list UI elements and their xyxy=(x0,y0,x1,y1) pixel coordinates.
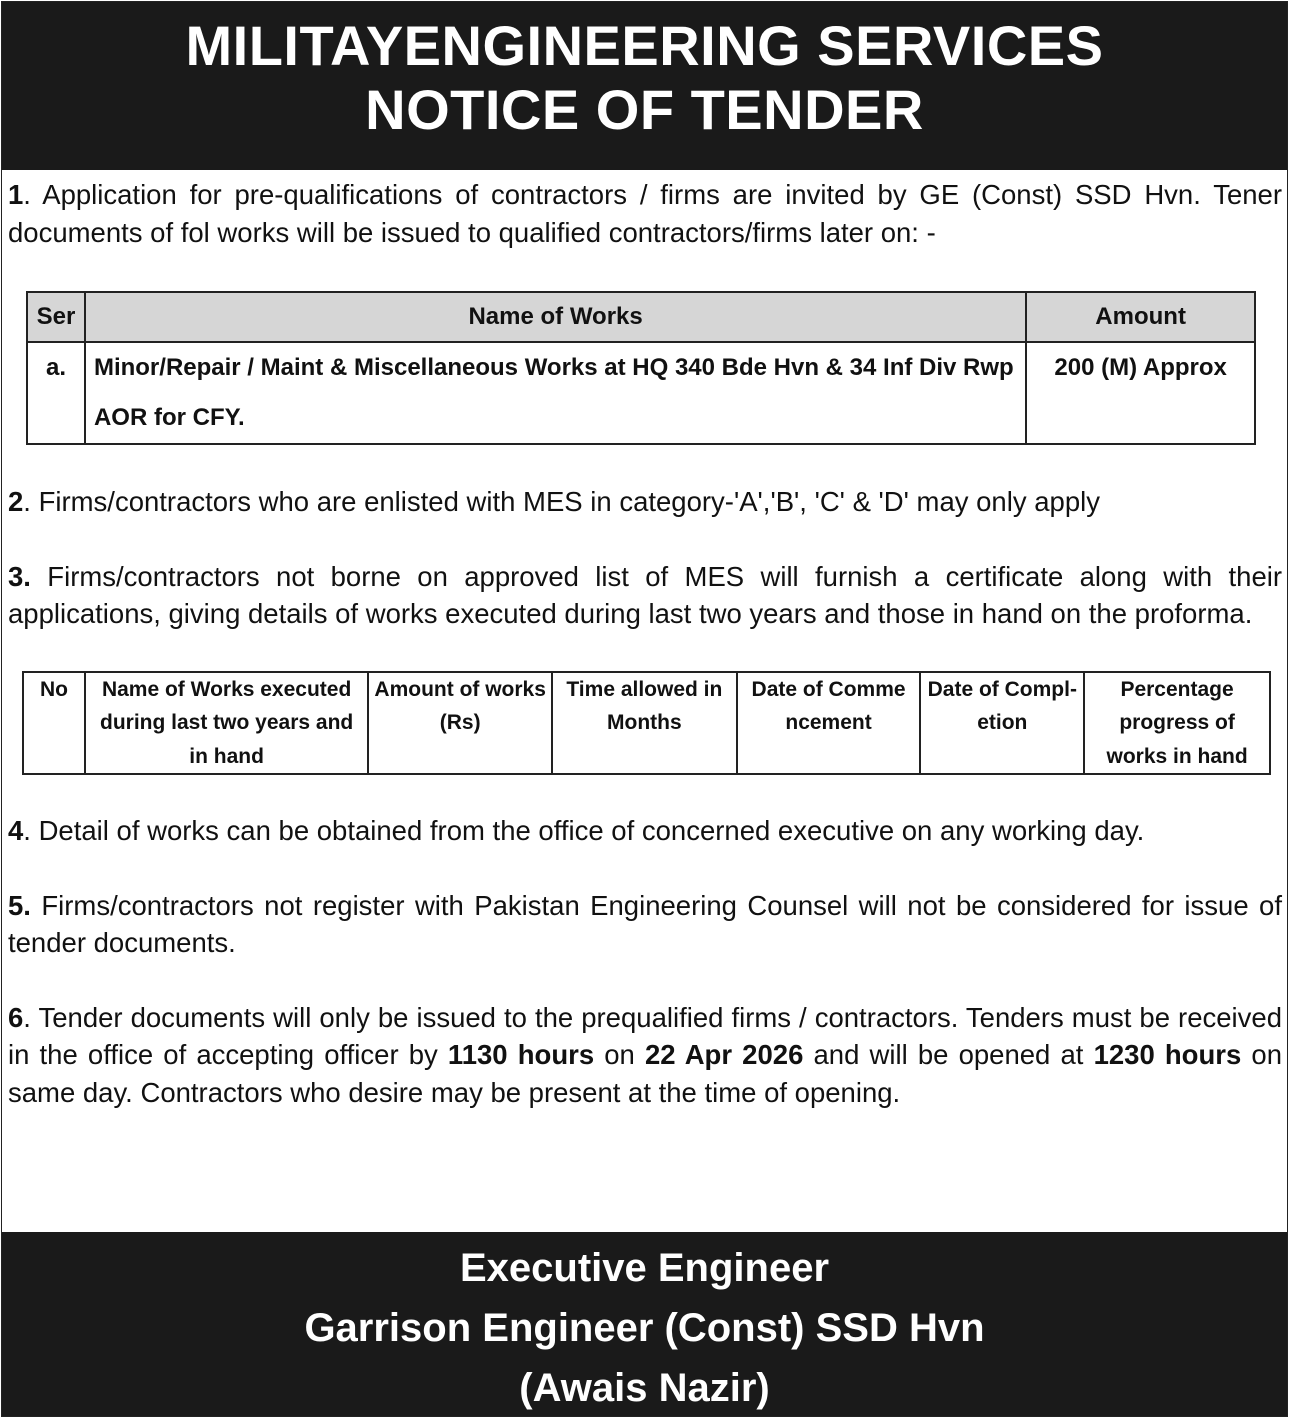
paragraph-6-text-a: . Tender documents will only be issued to the prequalified firms / contractors. Tenders must be received in the office of accepting officer by xyxy=(8,1001,1282,1070)
notice-footer xyxy=(2,1232,1287,1416)
paragraph-3-text: Firms/contractors not borne on approved list of MES will furnish a certificate along with their applications, giving details of works executed during last two years and those in hand on the proforma. xyxy=(8,560,1282,629)
paragraph-6-number: 6 xyxy=(8,1001,24,1033)
paragraph-6-text-d: on same day. Contractors who desire may be present at the time of opening. xyxy=(8,1039,1283,1108)
paragraph-4-number: 4 xyxy=(8,815,24,846)
paragraph-4-text: . Detail of works can be obtained from the office of concerned executive on any working day. xyxy=(23,815,1145,846)
paragraph-2-text: . Firms/contractors who are enlisted with MES in category-'A','B', 'C' & 'D' may only apply xyxy=(23,486,1100,517)
proforma-header-row xyxy=(23,672,1270,775)
paragraph-6-text-b: on xyxy=(594,1039,645,1070)
paragraph-3-number: 3. xyxy=(8,560,31,592)
paragraph-2-number: 2 xyxy=(8,486,24,517)
works-cell-amount: 200 (M) Approx xyxy=(1026,342,1255,444)
paragraph-6-text-c: and will be opened at xyxy=(803,1039,1094,1070)
works-header-amount: Amount xyxy=(1026,292,1255,342)
tender-notice xyxy=(1,1,1288,1417)
works-table xyxy=(26,291,1256,445)
proforma-header-date-completion: Date of Compl- etion xyxy=(920,672,1084,775)
open-time: 1230 hours xyxy=(1093,1039,1242,1070)
paragraph-1-number: 1 xyxy=(8,179,24,210)
proforma-header-no: No xyxy=(23,672,85,775)
signatory-name: (Awais Nazir) xyxy=(519,1366,770,1410)
notice-title: NOTICE OF TENDER xyxy=(365,78,924,141)
proforma-header-time-allowed: Time allowed in Months xyxy=(552,672,737,775)
paragraph-4 xyxy=(8,812,1282,850)
paragraph-5 xyxy=(8,887,1282,962)
works-cell-name: Minor/Repair / Maint & Miscellaneous Works at HQ 340 Bde Hvn & 34 Inf Div Rwp AOR for CFY. xyxy=(85,342,1026,444)
proforma-header-date-commencement: Date of Comme ncement xyxy=(737,672,921,775)
notice-header xyxy=(2,2,1287,170)
works-cell-ser: a. xyxy=(27,342,85,444)
paragraph-3 xyxy=(8,558,1282,633)
works-table-header-row xyxy=(27,292,1255,342)
proforma-table xyxy=(22,671,1271,776)
works-header-name: Name of Works xyxy=(85,292,1026,342)
proforma-header-amount: Amount of works (Rs) xyxy=(368,672,552,775)
paragraph-5-number: 5. xyxy=(8,889,31,921)
signatory-office: Garrison Engineer (Const) SSD Hvn xyxy=(304,1306,985,1350)
paragraph-1 xyxy=(8,170,1282,251)
table-row xyxy=(27,342,1255,444)
receive-date: 22 Apr 2026 xyxy=(644,1039,804,1070)
receive-time: 1130 hours xyxy=(447,1039,595,1070)
paragraph-2 xyxy=(8,483,1282,521)
paragraph-6 xyxy=(8,999,1282,1112)
works-header-ser: Ser xyxy=(27,292,85,342)
signatory-title: Executive Engineer xyxy=(459,1246,830,1290)
proforma-header-percentage-progress: Percentage progress of works in hand xyxy=(1084,672,1270,775)
proforma-header-name-of-works: Name of Works executed during last two years and in hand xyxy=(85,672,368,775)
paragraph-5-text: Firms/contractors not register with Pakistan Engineering Counsel will not be considered for issue of tender documents. xyxy=(8,889,1282,958)
paragraph-1-text: . Application for pre-qualifications of contractors / firms are invited by GE (Const) SSD Hvn. Tener documents of fol works will be issued to qualified contractors/firms later on: - xyxy=(8,179,1282,248)
notice-body xyxy=(2,170,1287,1111)
organization-title: MILITAYENGINEERING SERVICES xyxy=(185,14,1104,77)
